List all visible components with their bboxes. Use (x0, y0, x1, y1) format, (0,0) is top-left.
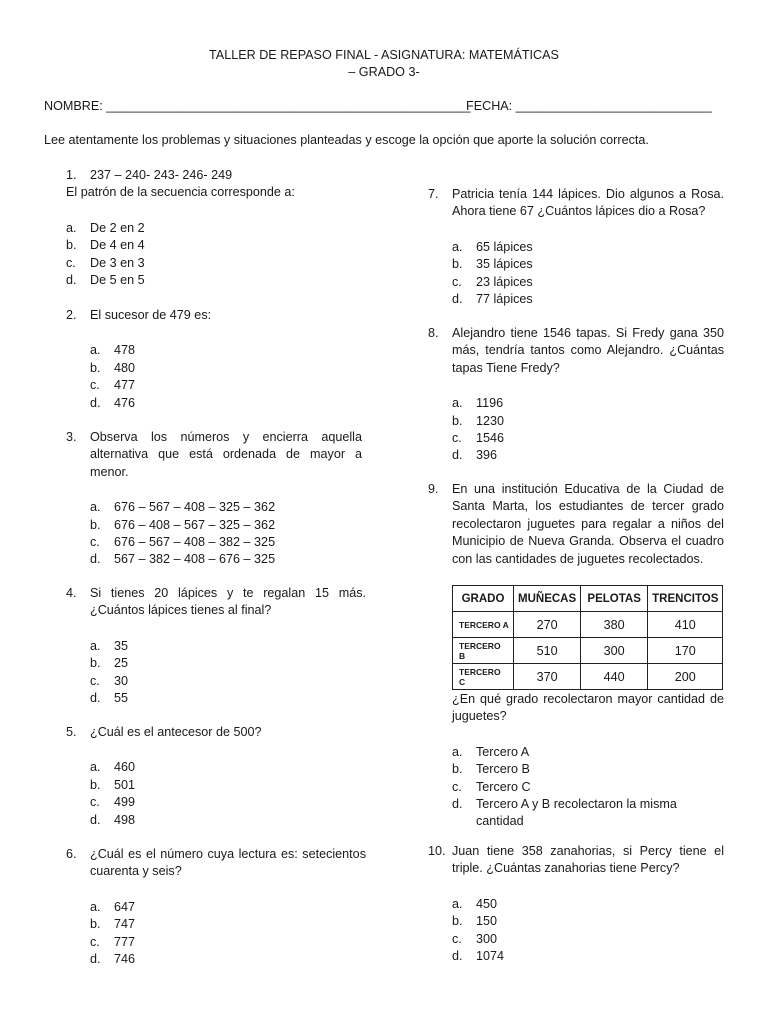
option-text: 65 lápices (476, 239, 533, 254)
table-cell: TERCERO C (453, 664, 514, 690)
answer-option[interactable] (90, 673, 366, 690)
question-5 (66, 724, 366, 829)
question-subtext: ¿En qué grado recolectaron mayor cantidad de juguetes? (452, 692, 724, 724)
answer-option[interactable] (90, 777, 366, 794)
option-text: 746 (114, 952, 136, 967)
option-letter: c. (452, 779, 462, 794)
option-letter: b. (90, 656, 101, 671)
option-text: 647 (114, 899, 136, 914)
answer-option[interactable] (90, 951, 366, 968)
option-letter: a. (452, 239, 463, 254)
option-text: Tercero A (476, 744, 530, 759)
question-header (66, 307, 366, 324)
question-header (428, 325, 724, 377)
answer-option[interactable] (452, 291, 724, 308)
option-text: 77 lápices (476, 292, 533, 307)
table-cell: 300 (581, 638, 648, 664)
option-letter: d. (90, 812, 101, 827)
answer-option[interactable] (90, 638, 366, 655)
answer-options (428, 744, 724, 831)
answer-option[interactable] (90, 899, 366, 916)
option-text: 498 (114, 812, 136, 827)
answer-option[interactable] (90, 690, 366, 707)
answer-option[interactable] (66, 255, 366, 272)
question-text: Si tienes 20 lápices y te regalan 15 más. ¿Cuántos lápices tienes al final? (90, 586, 366, 618)
option-letter: d. (452, 949, 463, 964)
question-8 (428, 325, 724, 465)
option-letter: c. (66, 255, 76, 270)
question-number: 8. (428, 326, 439, 340)
question-header (66, 167, 366, 184)
option-text: 501 (114, 777, 136, 792)
table-header: GRADO (453, 586, 514, 612)
answer-option[interactable] (452, 779, 724, 796)
option-text: 477 (114, 378, 136, 393)
question-text: Alejandro tiene 1546 tapas. Si Fredy gana 350 más, tendría tantos como Alejandro. ¿Cuántas tapas Tiene Fredy? (452, 326, 724, 375)
option-letter: d. (452, 797, 463, 812)
option-text: De 2 en 2 (90, 220, 145, 235)
table-cell: 510 (514, 638, 581, 664)
option-text: 478 (114, 343, 136, 358)
question-text: Juan tiene 358 zanahorias, si Percy tiene el triple. ¿Cuántas zanahorias tiene Percy? (452, 844, 724, 876)
answer-options (66, 220, 366, 290)
answer-option[interactable] (66, 220, 366, 237)
option-letter: c. (452, 431, 462, 446)
answer-option[interactable] (90, 377, 366, 394)
question-text: Observa los números y encierra aquella alternativa que está ordenada de mayor a menor. (90, 430, 362, 479)
answer-option[interactable] (452, 413, 724, 430)
answer-option[interactable] (452, 744, 724, 761)
question-number: 7. (428, 187, 439, 201)
answer-options (428, 896, 724, 966)
question-text: ¿Cuál es el número cuya lectura es: setecientos cuarenta y seis? (90, 847, 366, 879)
answer-option[interactable] (452, 896, 724, 913)
option-text: 676 – 567 – 408 – 382 – 325 (114, 535, 276, 550)
answer-option[interactable] (452, 913, 724, 930)
option-letter: b. (452, 257, 463, 272)
option-letter: d. (90, 691, 101, 706)
option-text: 25 (114, 656, 129, 671)
question-text: 237 – 240- 243- 246- 249 (90, 168, 233, 182)
question-number: 10. (428, 844, 446, 858)
question-text: Patricia tenía 144 lápices. Dio algunos a Rosa. Ahora tiene 67 ¿Cuántos lápices dio a Rosa? (452, 187, 724, 219)
question-10 (428, 843, 724, 965)
question-header (428, 481, 724, 568)
answer-option[interactable] (452, 430, 724, 447)
table-row (453, 638, 723, 664)
answer-option[interactable] (90, 395, 366, 412)
option-letter: c. (90, 795, 100, 810)
question-subtext: El patrón de la secuencia corresponde a: (66, 185, 295, 200)
answer-options (66, 899, 366, 969)
option-letter: a. (90, 343, 101, 358)
option-text: 460 (114, 760, 136, 775)
option-letter: a. (90, 760, 101, 775)
question-header (66, 724, 366, 741)
question-header (428, 843, 724, 878)
table-cell: TERCERO B (453, 638, 514, 664)
toys-table (452, 585, 723, 690)
option-text: 55 (114, 691, 129, 706)
option-text: 1196 (476, 396, 504, 411)
option-letter: c. (90, 535, 100, 550)
doc-title: TALLER DE REPASO FINAL - ASIGNATURA: MATEMÁTICAS (209, 48, 559, 62)
option-text: 567 – 382 – 408 – 676 – 325 (114, 552, 276, 567)
option-text: De 4 en 4 (90, 238, 145, 253)
answer-option[interactable] (452, 395, 724, 412)
option-letter: a. (90, 638, 101, 653)
question-number: 1. (66, 168, 77, 182)
option-text: 35 lápices (476, 257, 533, 272)
option-letter: a. (90, 500, 101, 515)
option-text: 476 (114, 395, 136, 410)
answer-option[interactable] (90, 534, 362, 551)
answer-options (428, 239, 724, 309)
option-text: 777 (114, 934, 136, 949)
option-letter: b. (90, 917, 101, 932)
answer-options (66, 342, 366, 412)
answer-option[interactable] (452, 447, 724, 464)
answer-option[interactable] (452, 256, 724, 273)
option-letter: a. (452, 744, 463, 759)
table-cell: 270 (514, 612, 581, 638)
option-letter: d. (452, 448, 463, 463)
instructions: Lee atentamente los problemas y situaciones planteadas y escoge la opción que aporte la solución correcta. (44, 133, 649, 147)
fecha-field[interactable]: FECHA: ____________________________ (466, 99, 712, 113)
question-number: 3. (66, 430, 77, 444)
table-cell: TERCERO A (453, 612, 514, 638)
answer-options (66, 499, 362, 569)
table-cell: 200 (648, 664, 723, 690)
question-number: 2. (66, 308, 77, 322)
option-letter: c. (90, 934, 100, 949)
option-letter: c. (90, 673, 100, 688)
answer-option[interactable] (90, 655, 366, 672)
table-row (453, 612, 723, 638)
answer-option[interactable] (66, 237, 366, 254)
option-letter: d. (90, 395, 101, 410)
table-header: TRENCITOS (648, 586, 723, 612)
option-text: De 5 en 5 (90, 273, 145, 288)
question-6 (66, 846, 366, 968)
option-text: Tercero C (476, 779, 531, 794)
answer-option[interactable] (90, 759, 366, 776)
question-text: ¿Cuál es el antecesor de 500? (90, 725, 262, 739)
table-cell: 170 (648, 638, 723, 664)
option-text: 747 (114, 917, 136, 932)
question-header (66, 429, 362, 481)
option-text: 23 lápices (476, 274, 533, 289)
option-text: 300 (476, 931, 498, 946)
question-2 (66, 307, 366, 412)
question-7 (428, 186, 724, 308)
question-number: 9. (428, 482, 439, 496)
option-letter: d. (452, 292, 463, 307)
option-letter: b. (452, 413, 463, 428)
option-text: 30 (114, 673, 129, 688)
table-header: MUÑECAS (514, 586, 581, 612)
answer-option[interactable] (90, 360, 366, 377)
answer-option[interactable] (90, 916, 366, 933)
option-text: 1546 (476, 431, 505, 446)
question-text: El sucesor de 479 es: (90, 308, 212, 322)
option-letter: d. (66, 273, 77, 288)
option-letter: d. (90, 952, 101, 967)
question-1 (66, 167, 366, 289)
question-4 (66, 585, 366, 707)
table-row (453, 664, 723, 690)
option-letter: b. (452, 762, 463, 777)
answer-option[interactable] (452, 274, 724, 291)
option-letter: b. (90, 517, 101, 532)
option-letter: b. (66, 238, 77, 253)
option-text: 676 – 408 – 567 – 325 – 362 (114, 517, 276, 532)
answer-option[interactable] (90, 342, 366, 359)
table-cell: 380 (581, 612, 648, 638)
doc-subtitle: – GRADO 3- (348, 65, 420, 79)
option-text: 676 – 567 – 408 – 325 – 362 (114, 500, 276, 515)
question-header (66, 846, 366, 881)
option-letter: c. (452, 931, 462, 946)
answer-options (428, 395, 724, 465)
option-letter: b. (452, 914, 463, 929)
question-number: 6. (66, 847, 77, 861)
answer-option[interactable] (452, 761, 724, 778)
option-text: Tercero A y B recolectaron la misma cantidad (476, 797, 677, 829)
option-text: 499 (114, 795, 136, 810)
answer-option[interactable] (90, 499, 362, 516)
option-text: 35 (114, 638, 129, 653)
option-text: De 3 en 3 (90, 255, 145, 270)
option-letter: c. (452, 274, 462, 289)
option-text: 150 (476, 914, 498, 929)
answer-option[interactable] (90, 794, 366, 811)
question-number: 5. (66, 725, 77, 739)
nombre-field[interactable]: NOMBRE: ____________________________________________________ (44, 99, 471, 113)
table-cell: 370 (514, 664, 581, 690)
answer-option[interactable] (90, 812, 366, 829)
answer-option[interactable] (66, 272, 366, 289)
question-header (66, 585, 366, 620)
answer-option[interactable] (452, 796, 724, 831)
option-letter: b. (90, 777, 101, 792)
option-text: 1074 (476, 949, 505, 964)
table-header-row (453, 586, 723, 612)
table-cell: 410 (648, 612, 723, 638)
option-text: 396 (476, 448, 498, 463)
answer-options (66, 638, 366, 708)
answer-option[interactable] (452, 239, 724, 256)
option-text: Tercero B (476, 762, 530, 777)
option-letter: a. (452, 396, 463, 411)
answer-option[interactable] (90, 517, 362, 534)
option-letter: a. (452, 896, 463, 911)
option-text: 480 (114, 360, 136, 375)
answer-option[interactable] (452, 948, 724, 965)
table-header: PELOTAS (581, 586, 648, 612)
question-text: En una institución Educativa de la Ciudad de Santa Marta, los estudiantes de tercer grado recolectaron juguetes para regalar a niños del Municipio de Nueva Granda. Observa el cuadro con las cantidades de juguetes recolectados. (452, 482, 724, 566)
option-text: 1230 (476, 413, 505, 428)
option-letter: c. (90, 378, 100, 393)
answer-option[interactable] (452, 931, 724, 948)
option-letter: a. (66, 220, 77, 235)
option-letter: b. (90, 360, 101, 375)
question-header (428, 186, 724, 221)
answer-option[interactable] (90, 934, 366, 951)
question-number: 4. (66, 586, 77, 600)
option-text: 450 (476, 896, 498, 911)
option-letter: a. (90, 899, 101, 914)
answer-option[interactable] (90, 551, 362, 568)
question-3 (66, 429, 362, 569)
answer-options (66, 759, 366, 829)
table-cell: 440 (581, 664, 648, 690)
option-letter: d. (90, 552, 101, 567)
